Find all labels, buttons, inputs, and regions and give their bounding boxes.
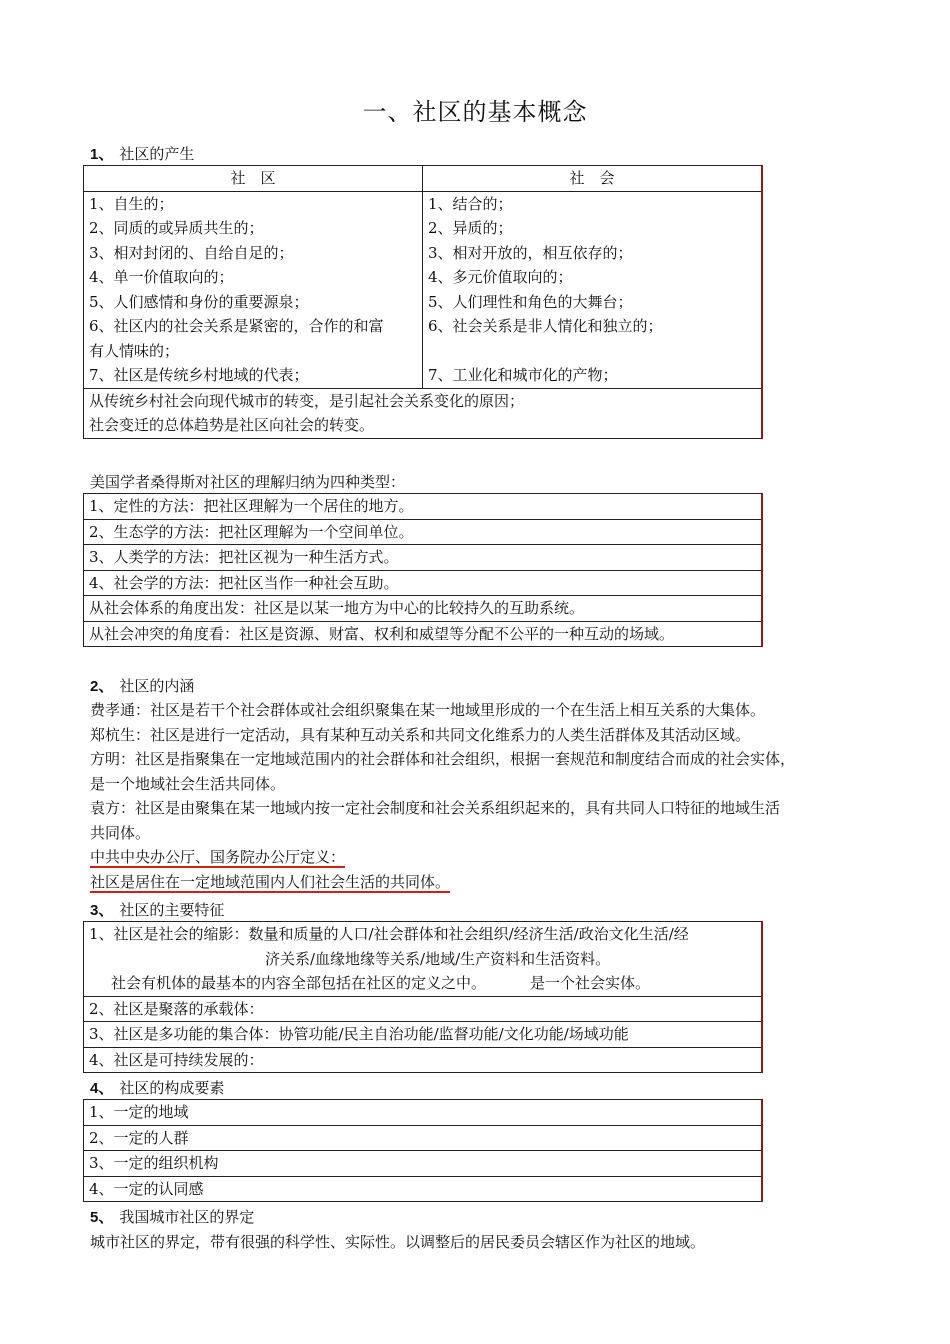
official-definition-title: 中共中央办公厅、国务院办公厅定义：	[90, 848, 346, 866]
sanders-row: 1、定性的方法：把社区理解为一个居住的地方。	[84, 494, 763, 520]
sanders-row: 2、生态学的方法：把社区理解为一个空间单位。	[84, 519, 763, 545]
sanders-intro: 美国学者桑得斯对社区的理解归纳为四种类型：	[90, 473, 406, 491]
section-3-heading: 3、 社区的主要特征	[90, 901, 225, 919]
definition-line: 郑杭生：社区是进行一定活动，具有某种互动关系和共同文化维系力的人类生活群体及其活动区域。	[90, 725, 751, 744]
page-title: 一、社区的基本概念	[362, 98, 588, 126]
summary-line: 社会变迁的总体趋势是社区向社会的转变。	[89, 416, 375, 434]
column-header-community: 社 区	[84, 166, 423, 192]
summary-line: 从传统乡村社会向现代城市的转变，是引起社会关系变化的原因；	[89, 391, 525, 410]
society-traits	[423, 191, 763, 388]
definitions-block	[90, 698, 870, 894]
trait-item: 有人情味的；	[89, 341, 180, 360]
trait-item: 5、人们理性和角色的大舞台；	[428, 292, 633, 311]
definition-line: 共同体。	[90, 823, 151, 842]
section-1-heading: 1、 社区的产生	[90, 145, 195, 163]
sanders-row: 4、社会学的方法：把社区当作一种社会互助。	[84, 570, 763, 596]
sanders-row: 3、人类学的方法：把社区视为一种生活方式。	[84, 545, 763, 571]
element-row: 2、一定的人群	[84, 1125, 763, 1151]
community-vs-society-table	[83, 165, 763, 439]
definition-line: 方明：社区是指聚集在一定地域范围内的社会群体和社会组织，根据一套规范和制度结合而成的社会实体，	[90, 750, 796, 768]
element-row: 3、一定的组织机构	[84, 1151, 763, 1177]
trait-item: 3、相对封闭的、自给自足的；	[89, 243, 294, 262]
trait-item: 1、自生的；	[89, 194, 174, 213]
trait-item: 7、社区是传统乡村地域的代表；	[89, 366, 309, 384]
official-definition-text: 社区是居住在一定地域范围内人们社会生活的共同体。	[90, 872, 451, 891]
sanders-row: 从社会冲突的角度看：社区是资源、财富、权利和威望等分配不公平的一种互动的场域。	[84, 621, 763, 647]
trait-item: 2、同质的或异质共生的；	[89, 219, 264, 237]
definition-line: 费孝通：社区是若干个社会群体或社会组织聚集在某一地域里形成的一个在生活上相互关系的大集体。	[90, 701, 766, 719]
trait-item: 4、多元价值取向的；	[428, 268, 573, 286]
definition-line: 袁方：社区是由聚集在某一地域内按一定社会制度和社会关系组织起来的，具有共同人口特征的地域生活	[90, 799, 781, 817]
element-row: 1、一定的地域	[84, 1100, 763, 1126]
definition-line: 是一个地域社会生活共同体。	[90, 774, 286, 793]
feature-row: 3、社区是多功能的集合体：协管功能/民主自治功能/监督功能/文化功能/场域功能	[84, 1022, 763, 1048]
sanders-row: 从社会体系的角度出发：社区是以某一地方为中心的比较持久的互助系统。	[84, 596, 763, 622]
element-row: 4、一定的认同感	[84, 1176, 763, 1202]
trait-item: 3、相对开放的，相互依存的；	[428, 243, 633, 262]
feature-row: 1、社区是社会的缩影：数量和质量的人口/社会群体和社会组织/经济生活/政治文化生活/经 济关系/血缘地缘等关系/地域/生产资料和生活资料。 社会有机体的最基本的内容全部包括在社区的定义之中。 是一个社会实体。	[84, 922, 763, 997]
community-traits	[84, 191, 423, 388]
trait-item	[428, 339, 756, 364]
column-header-society: 社 会	[423, 166, 763, 192]
section-2-heading: 2、 社区的内涵	[90, 677, 195, 695]
sanders-table	[83, 493, 763, 647]
trait-item: 6、社区内的社会关系是紧密的，合作的和富	[89, 317, 384, 335]
elements-table	[83, 1099, 763, 1202]
trait-item: 2、异质的；	[428, 219, 513, 237]
trait-item: 1、结合的；	[428, 194, 513, 213]
features-table	[83, 921, 763, 1073]
section-5-text: 城市社区的界定，带有很强的科学性、实际性。以调整后的居民委员会辖区作为社区的地域。	[90, 1233, 706, 1251]
summary-cell	[84, 388, 763, 438]
section-4-heading: 4、 社区的构成要素	[90, 1079, 225, 1097]
trait-item: 4、单一价值取向的；	[89, 268, 234, 286]
trait-item: 7、工业化和城市化的产物；	[428, 366, 618, 384]
feature-row: 2、社区是聚落的承载体：	[84, 996, 763, 1022]
section-5-heading: 5、 我国城市社区的界定	[90, 1208, 255, 1226]
trait-item: 5、人们感情和身份的重要源泉；	[89, 292, 309, 311]
feature-row: 4、社区是可持续发展的：	[84, 1047, 763, 1073]
trait-item: 6、社会关系是非人情化和独立的；	[428, 317, 663, 335]
